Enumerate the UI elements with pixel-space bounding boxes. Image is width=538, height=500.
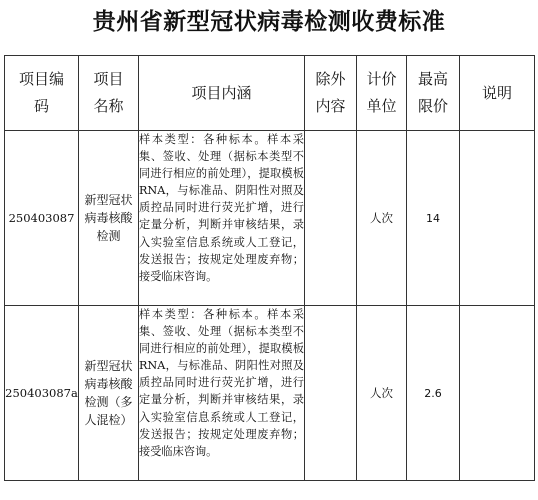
cell-scope: 样本类型：各种标本。样本采集、签收、处理（据标本类型不同进行相应的前处理），提取模板RNA，与标准品、阴阳性对照及质控品同时进行荧光扩增，进行定量分析，判断并审核结果，录入实验室信息系统或人工登记，发送报告；按规定处理废弃物；接受临床咨询。 — [139, 306, 305, 481]
cell-code: 250403087 — [5, 131, 79, 306]
cell-notes — [460, 306, 535, 481]
header-code: 项目编码 — [5, 56, 79, 131]
table-header-row — [5, 56, 535, 131]
header-limit: 最高限价 — [407, 56, 460, 131]
cell-scope: 样本类型：各种标本。样本采集、签收、处理（据标本类型不同进行相应的前处理），提取模板RNA，与标准品、阴阳性对照及质控品同时进行荧光扩增，进行定量分析，判断并审核结果，录入实验室信息系统或人工登记，发送报告；按规定处理废弃物；接受临床咨询。 — [139, 131, 305, 306]
cell-limit: 14 — [407, 131, 460, 306]
header-exclusion: 除外内容 — [305, 56, 357, 131]
cell-code: 250403087a — [5, 306, 79, 481]
table-row — [5, 306, 535, 481]
header-scope: 项目内涵 — [139, 56, 305, 131]
cell-exclusion — [305, 131, 357, 306]
cell-name: 新型冠状病毒核酸检测 — [79, 131, 139, 306]
header-notes: 说明 — [460, 56, 535, 131]
cell-limit: 2.6 — [407, 306, 460, 481]
cell-unit: 人次 — [357, 306, 407, 481]
cell-name: 新型冠状病毒核酸检测（多人混检） — [79, 306, 139, 481]
header-unit: 计价单位 — [357, 56, 407, 131]
cell-notes — [460, 131, 535, 306]
fee-table — [4, 55, 535, 481]
cell-unit: 人次 — [357, 131, 407, 306]
page-title: 贵州省新型冠状病毒检测收费标准 — [92, 9, 446, 35]
cell-exclusion — [305, 306, 357, 481]
header-name: 项目名称 — [79, 56, 139, 131]
table-row — [5, 131, 535, 306]
